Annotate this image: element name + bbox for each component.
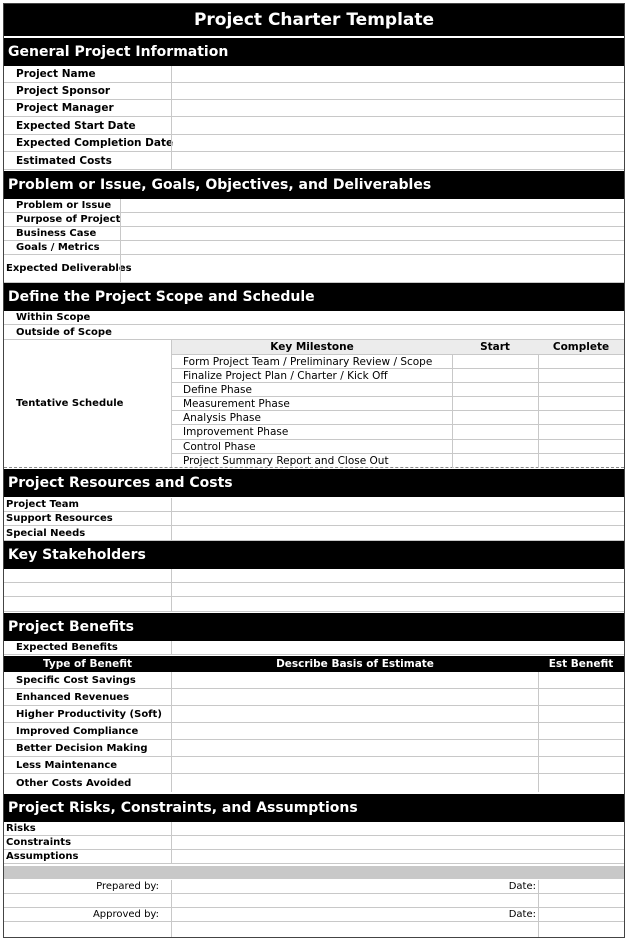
benefit-row[interactable] — [4, 723, 624, 740]
row-label: Support Resources — [6, 513, 113, 524]
row-expected-start-date[interactable] — [4, 117, 624, 135]
row-label: Project Manager — [16, 102, 114, 114]
benefit-type-label: Other Costs Avoided — [16, 777, 132, 789]
row-label: Project Sponsor — [16, 85, 111, 97]
header-key-milestone: Key Milestone — [270, 341, 354, 353]
benefit-row[interactable] — [4, 706, 624, 723]
milestone-row[interactable] — [172, 383, 624, 397]
benefit-row[interactable] — [4, 740, 624, 757]
benefit-row[interactable] — [4, 774, 624, 792]
section-project-benefits: Project Benefits — [4, 613, 624, 641]
row-purpose-of-project[interactable] — [4, 213, 624, 227]
milestone-row[interactable] — [172, 454, 624, 468]
benefits-header-row — [4, 656, 624, 672]
row-outside-of-scope[interactable] — [4, 325, 624, 340]
row-label: Estimated Costs — [16, 154, 112, 167]
row-label: Expected Deliverables — [6, 263, 132, 274]
approved-by-label: Approved by: — [92, 909, 159, 920]
milestone-row[interactable] — [172, 397, 624, 411]
row-constraints[interactable] — [4, 836, 624, 850]
header-type-of-benefit: Type of Benefit — [42, 658, 132, 670]
milestone-table — [172, 355, 624, 468]
row-label: Constraints — [6, 837, 72, 848]
milestone-label: Form Project Team / Preliminary Review / Scope — [183, 355, 433, 368]
tentative-schedule-label: Tentative Schedule — [16, 398, 124, 409]
section-general-project-information: General Project Information — [4, 38, 624, 66]
milestone-row[interactable] — [172, 440, 624, 454]
row-project-sponsor[interactable] — [4, 83, 624, 100]
row-special-needs[interactable] — [4, 526, 624, 541]
section-resources-costs: Project Resources and Costs — [4, 469, 624, 497]
benefit-type-label: Better Decision Making — [16, 742, 148, 754]
row-expected-completion-date[interactable] — [4, 135, 624, 152]
benefit-type-label: Specific Cost Savings — [16, 674, 136, 686]
row-problem-or-issue[interactable] — [4, 199, 624, 213]
stakeholder-row[interactable] — [4, 597, 624, 612]
row-label: Expected Start Date — [16, 119, 136, 132]
row-project-manager[interactable] — [4, 100, 624, 117]
row-expected-benefits[interactable] — [4, 641, 624, 655]
row-project-team[interactable] — [4, 498, 624, 512]
benefit-type-label: Higher Productivity (Soft) — [16, 708, 162, 720]
prepared-by-label: Prepared by: — [96, 881, 159, 892]
milestone-label: Measurement Phase — [183, 397, 290, 410]
milestone-header-row — [172, 340, 624, 355]
project-charter-sheet — [3, 3, 625, 938]
date-label: Date: — [508, 881, 536, 892]
section-key-stakeholders: Key Stakeholders — [4, 541, 624, 569]
blank-row — [4, 922, 624, 937]
row-label: Assumptions — [6, 851, 79, 862]
header-est-benefit: Est Benefit — [548, 658, 614, 670]
milestone-label: Define Phase — [183, 383, 252, 396]
section-problem-goals: Problem or Issue, Goals, Objectives, and Deliverables — [4, 171, 624, 199]
benefits-table — [4, 672, 624, 792]
milestone-label: Project Summary Report and Close Out — [183, 455, 389, 467]
section-scope-schedule: Define the Project Scope and Schedule — [4, 283, 624, 311]
row-risks[interactable] — [4, 822, 624, 836]
benefit-type-label: Enhanced Revenues — [16, 691, 130, 703]
milestone-label: Finalize Project Plan / Charter / Kick Off — [183, 369, 388, 382]
milestone-row[interactable] — [172, 425, 624, 440]
row-label: Goals / Metrics — [16, 242, 100, 253]
stakeholder-row[interactable] — [4, 583, 624, 597]
header-complete: Complete — [552, 341, 610, 353]
header-start: Start — [480, 341, 510, 353]
stakeholder-row[interactable] — [4, 569, 624, 583]
benefit-row[interactable] — [4, 757, 624, 774]
date-label: Date: — [508, 909, 536, 920]
tentative-schedule-block — [4, 340, 624, 468]
benefit-type-label: Less Maintenance — [16, 759, 118, 771]
row-label: Expected Completion Date — [16, 137, 174, 149]
row-label: Problem or Issue — [16, 200, 112, 211]
row-project-name[interactable] — [4, 66, 624, 83]
row-label: Risks — [6, 823, 36, 834]
milestone-row[interactable] — [172, 369, 624, 383]
row-business-case[interactable] — [4, 227, 624, 241]
benefit-type-label: Improved Compliance — [16, 725, 139, 737]
milestone-label: Improvement Phase — [183, 426, 289, 438]
milestone-row[interactable] — [172, 411, 624, 425]
page-title: Project Charter Template — [4, 4, 624, 36]
divider-bar — [4, 866, 624, 879]
row-label: Project Team — [6, 499, 79, 510]
row-support-resources[interactable] — [4, 512, 624, 526]
prepared-by-row[interactable] — [4, 880, 624, 894]
header-describe-basis: Describe Basis of Estimate — [276, 658, 434, 670]
row-label: Within Scope — [16, 312, 91, 323]
row-label: Project Name — [16, 68, 96, 80]
row-label: Expected Benefits — [16, 642, 118, 653]
milestone-label: Control Phase — [183, 440, 256, 453]
section-risks-constraints: Project Risks, Constraints, and Assumptions — [4, 794, 624, 822]
row-label: Purpose of Project — [16, 214, 121, 225]
row-expected-deliverables[interactable] — [4, 255, 624, 283]
blank-row — [4, 894, 624, 908]
row-goals-metrics[interactable] — [4, 241, 624, 255]
row-assumptions[interactable] — [4, 850, 624, 864]
milestone-label: Analysis Phase — [183, 411, 261, 424]
approved-by-row[interactable] — [4, 908, 624, 922]
row-label: Business Case — [16, 228, 97, 239]
row-estimated-costs[interactable] — [4, 152, 624, 170]
benefit-row[interactable] — [4, 672, 624, 689]
benefit-row[interactable] — [4, 689, 624, 706]
row-within-scope[interactable] — [4, 311, 624, 325]
row-label: Outside of Scope — [16, 326, 112, 338]
row-label: Special Needs — [6, 527, 86, 539]
milestone-row[interactable] — [172, 355, 624, 369]
